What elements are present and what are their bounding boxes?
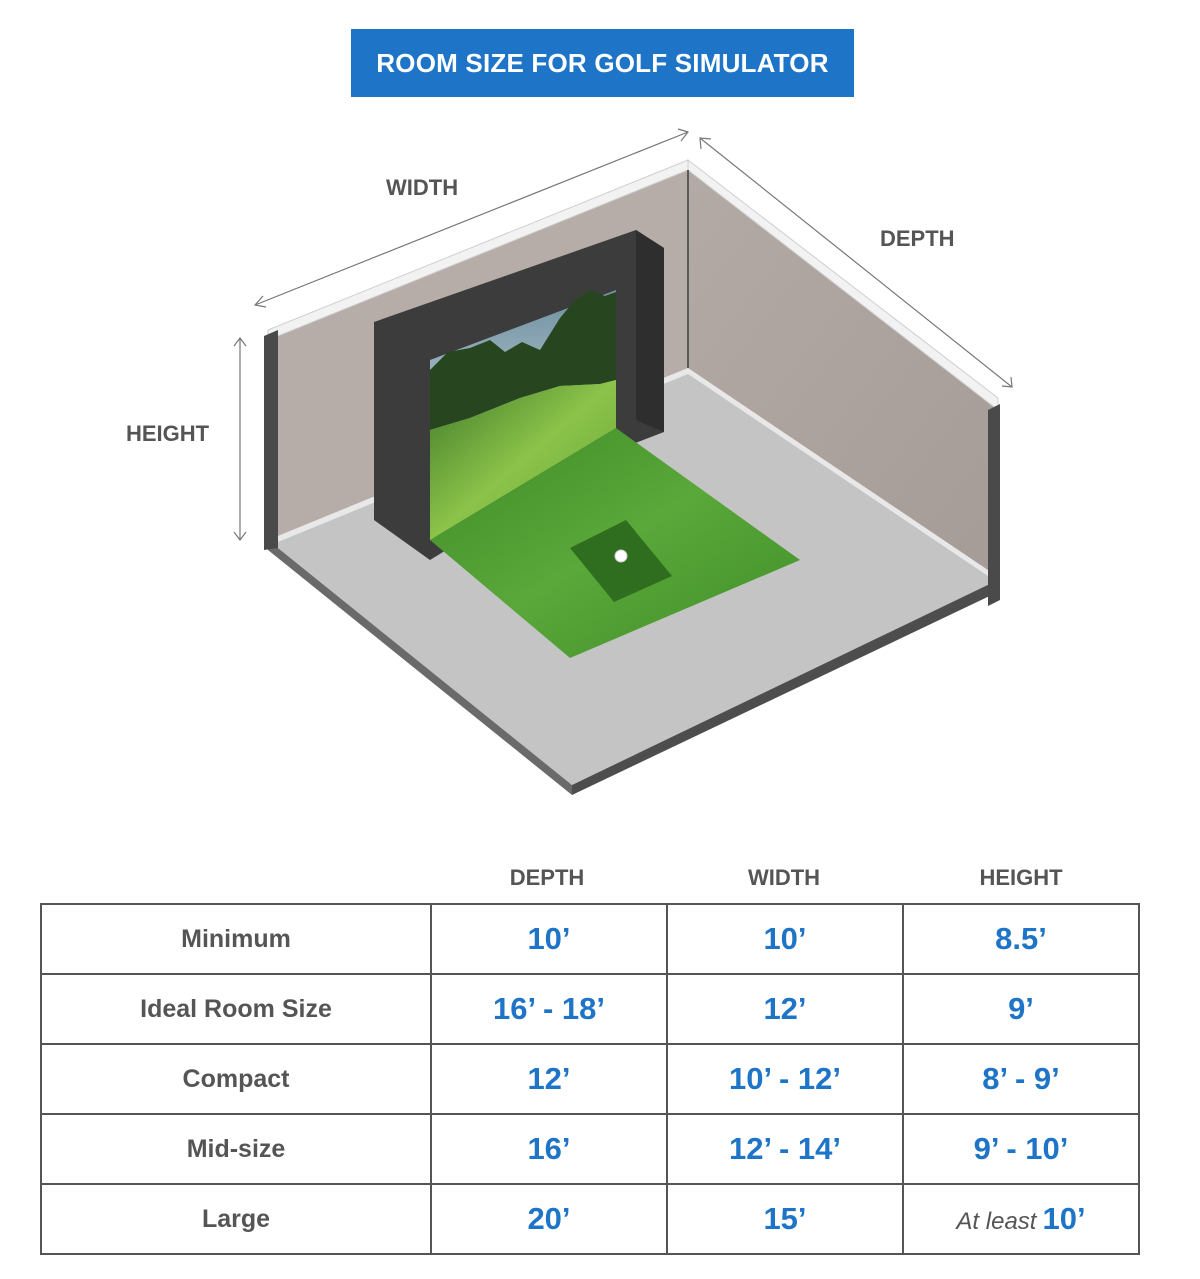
height-value: 8.5’ xyxy=(903,904,1139,974)
height-value xyxy=(903,1184,1139,1254)
width-value: 10’ xyxy=(667,904,903,974)
column-header-height: HEIGHT xyxy=(979,865,1063,890)
height-prefix: At least xyxy=(956,1208,1037,1235)
row-label: Mid-size xyxy=(41,1114,431,1184)
table-row xyxy=(41,1114,1139,1184)
height-value: 9’ - 10’ xyxy=(903,1114,1139,1184)
height-label: HEIGHT xyxy=(126,421,210,446)
depth-value: 10’ xyxy=(431,904,667,974)
width-value: 12’ xyxy=(667,974,903,1044)
room-size-table xyxy=(40,903,1140,1255)
depth-value: 20’ xyxy=(431,1184,667,1254)
depth-value: 12’ xyxy=(431,1044,667,1114)
table-row xyxy=(41,1044,1139,1114)
row-label: Compact xyxy=(41,1044,431,1114)
row-label: Ideal Room Size xyxy=(41,974,431,1044)
height-number: 10’ xyxy=(1042,1201,1086,1236)
left-wall-end xyxy=(264,330,278,550)
table-column-headers xyxy=(40,860,1140,900)
table-row xyxy=(41,1184,1139,1254)
page-title: ROOM SIZE FOR GOLF SIMULATOR xyxy=(351,29,854,97)
depth-label: DEPTH xyxy=(880,226,955,251)
height-value: 9’ xyxy=(903,974,1139,1044)
depth-value: 16’ xyxy=(431,1114,667,1184)
enclosure-side xyxy=(636,230,664,432)
room-diagram xyxy=(0,110,1200,810)
golf-ball xyxy=(615,550,627,562)
column-header-width: WIDTH xyxy=(747,865,821,890)
row-label: Minimum xyxy=(41,904,431,974)
table-row xyxy=(41,904,1139,974)
height-dimension-line xyxy=(234,338,246,540)
width-label: WIDTH xyxy=(386,175,459,200)
row-label: Large xyxy=(41,1184,431,1254)
depth-value: 16’ - 18’ xyxy=(431,974,667,1044)
table-row xyxy=(41,974,1139,1044)
width-value: 10’ - 12’ xyxy=(667,1044,903,1114)
right-wall-end xyxy=(988,404,1000,606)
width-value: 15’ xyxy=(667,1184,903,1254)
width-value: 12’ - 14’ xyxy=(667,1114,903,1184)
height-value: 8’ - 9’ xyxy=(903,1044,1139,1114)
column-header-depth: DEPTH xyxy=(509,865,585,890)
